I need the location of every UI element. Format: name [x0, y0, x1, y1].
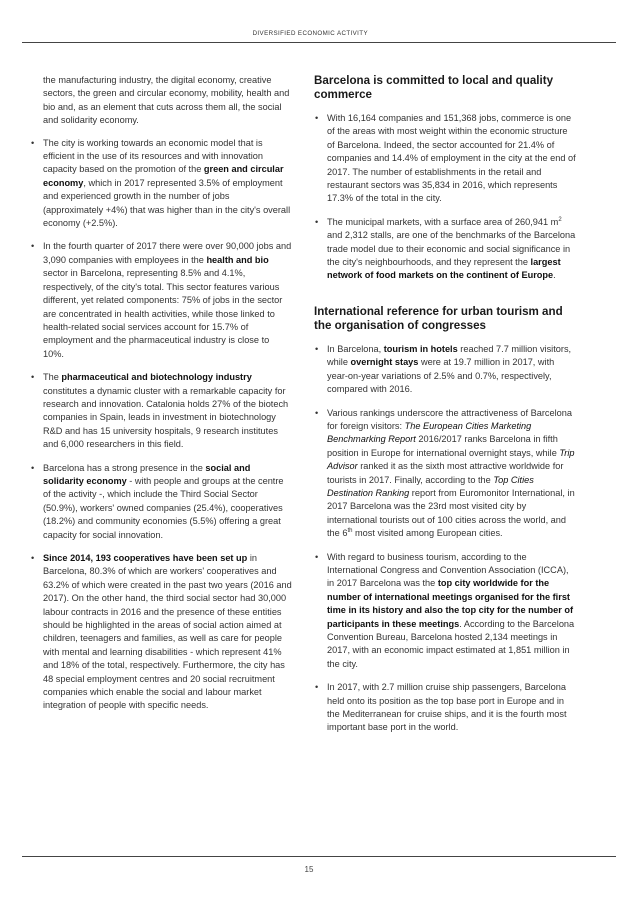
text: The city is working towards an economic model that is efficient in the use of its resources and with innovation capacity based on the promotion of the	[43, 137, 263, 175]
bullet-business-tourism	[314, 551, 576, 672]
bullet-health-bio	[30, 240, 292, 361]
text: With 16,164 companies and 151,368 jobs, commerce is one of the areas with most weight within the economic structure of Barcelona. Indeed, the sector accounted for 21.4% of companies and 14.4% of employment in the city at the end of 2017. The number of establishments in the retail and restaurant sectors was 35,834 in 2016, which represents 17.3% of the total in the city.	[327, 113, 576, 204]
page-number: 15	[304, 865, 314, 874]
text: The	[43, 372, 62, 383]
section-header-label: DIVERSIFIED ECONOMIC ACTIVITY	[252, 30, 368, 37]
commerce-bullet-list	[314, 112, 576, 283]
text: in Barcelona, 80.3% of which are workers' cooperatives and 63.2% of which were created in the past two years (2016 and 2017). On the other hand, the third social sector had 30,000 labour contracts in 2016 and the presence of these entities should be highlighted in the areas of social action aimed at children, teenagers and families, as well as care for people with mental and learning disabilities - which represent 41% and 18% of the total, respectively. Furthermore, the city has 48 special employment centres and 20 social recruitment companies which enable the social and labour market integration of people with specific needs.	[43, 553, 292, 711]
footer-divider	[22, 856, 616, 857]
bullet-cruise-port	[314, 681, 576, 735]
tourism-bullet-list	[314, 343, 576, 735]
superscript: th	[347, 528, 353, 535]
highlight: top city worldwide for the number of international meetings organised for the first time in its history and also the top city for the number of participants in these meetings	[327, 578, 574, 629]
highlight: green and circular economy	[43, 164, 284, 188]
text: report from Euromonitor International, in 2017 Barcelona was the 23rd most visited city by international tourists out of 100 cities across the world, and the 6	[327, 487, 575, 539]
text: 2016/2017 ranks Barcelona in fifth position in Europe for international overnight stays, while	[327, 434, 560, 458]
intro-paragraph: the manufacturing industry, the digital economy, creative sectors, the green and circular economy, mobility, health and bio and, as an element that cuts across them all, the social and solidarity economy.	[43, 75, 290, 126]
bullet-cooperatives	[30, 552, 292, 713]
text: In 2017, with 2.7 million cruise ship passengers, Barcelona held onto its position as the top base port in Europe and in the Mediterranean for cruise ships, and it is the fourth most important base port in the world.	[327, 682, 567, 733]
highlight: social and solidarity economy	[43, 462, 251, 486]
text: reached 7.7 million visitors, while	[327, 343, 572, 368]
bullet-rankings	[314, 407, 576, 541]
report-title: The European Cities Marketing Benchmarking Report	[327, 420, 532, 445]
text: The municipal markets, with a surface area of 260,941 m	[327, 216, 559, 227]
superscript: 2	[558, 216, 562, 223]
text: , which in 2017 represented 3.5% of employment and experienced growth in the number of jobs (approximately +4%) that was higher than in the city's overall economy (+2.5%).	[43, 177, 291, 229]
highlight: health and bio	[206, 254, 269, 265]
text: Barcelona has a strong presence in the	[43, 462, 206, 473]
bullet-commerce	[314, 112, 576, 206]
bullet-social-economy	[30, 462, 292, 542]
text: .	[553, 270, 556, 281]
highlight: tourism in hotels	[383, 343, 458, 354]
text: With regard to business tourism, according to the International Congress and Convention Association (ICCA), in 2017 Barcelona was the	[327, 551, 569, 589]
text: sector in Barcelona, representing 8.5% and 4.1%, respectively, of the city's total. This sector features various different, yet related components: 75% of jobs in the sector are concentrated in health activities, while those linked to health-related social services account for 15.7% of employment and the pharmaceutical industry is close to 10%.	[43, 268, 283, 359]
left-column	[30, 74, 292, 723]
text: . According to the Barcelona Convention Bureau, Barcelona hosted 2,134 meetings in 2017, with an economic impact estimated at 1,851 million in the city.	[327, 618, 575, 669]
right-column	[314, 74, 576, 745]
header-divider	[22, 42, 616, 43]
highlight: Since 2014, 193 cooperatives have been set up	[43, 553, 248, 563]
text: Various rankings underscore the attractiveness of Barcelona for foreign visitors:	[327, 407, 572, 431]
text: ranked it as the sixth most attractive worldwide for tourists in 2017. Finally, according to the	[327, 461, 564, 485]
highlight: overnight stays	[350, 357, 419, 368]
report-title: Trip Advisor	[327, 447, 575, 472]
highlight: largest network of food markets on the continent of Europe	[327, 257, 561, 281]
text: constitutes a dynamic cluster with a remarkable capacity for research and innovation. Catalonia holds 27% of the biotech companies in Spain, leads in investment in biotechnology R&D and has 15 university hospitals, 9 research institutes and 6,000 researchers in this field.	[43, 385, 289, 450]
text: were at 19.7 million in 2017, with year-on-year variations of 2.5% and 0.7%, respectively, compared with 2016.	[327, 357, 555, 395]
report-title: Top Cities Destination Ranking	[327, 474, 534, 498]
text: most visited among European cities.	[352, 528, 503, 539]
bullet-municipal-markets	[314, 216, 576, 283]
text: - with people and groups at the centre of the activity -, which include the Third Social Sector (50.9%), workers' owned companies (25.4%), cooperatives (18.2%) and community economies (5.5%) offering a great capacity for social innovation.	[43, 475, 284, 540]
highlight: pharmaceutical and biotechnology industry	[61, 372, 252, 383]
text: In Barcelona,	[327, 343, 384, 354]
text: In the fourth quarter of 2017 there were over 90,000 jobs and 3,090 companies with employees in the	[43, 241, 292, 265]
section-title-commerce: Barcelona is committed to local and quality commerce	[314, 74, 554, 101]
bullet-pharma-biotech	[30, 371, 292, 451]
bullet-hotel-tourism	[314, 343, 576, 397]
text: and 2,312 stalls, are one of the benchmarks of the Barcelona trade model due to their economic and social significance in the city's neighbourhoods, and they represent the	[327, 230, 576, 268]
bullet-green-economy	[30, 137, 292, 231]
left-bullet-list	[30, 137, 292, 713]
section-title-tourism: International reference for urban tourism and the organisation of congresses	[314, 304, 563, 332]
